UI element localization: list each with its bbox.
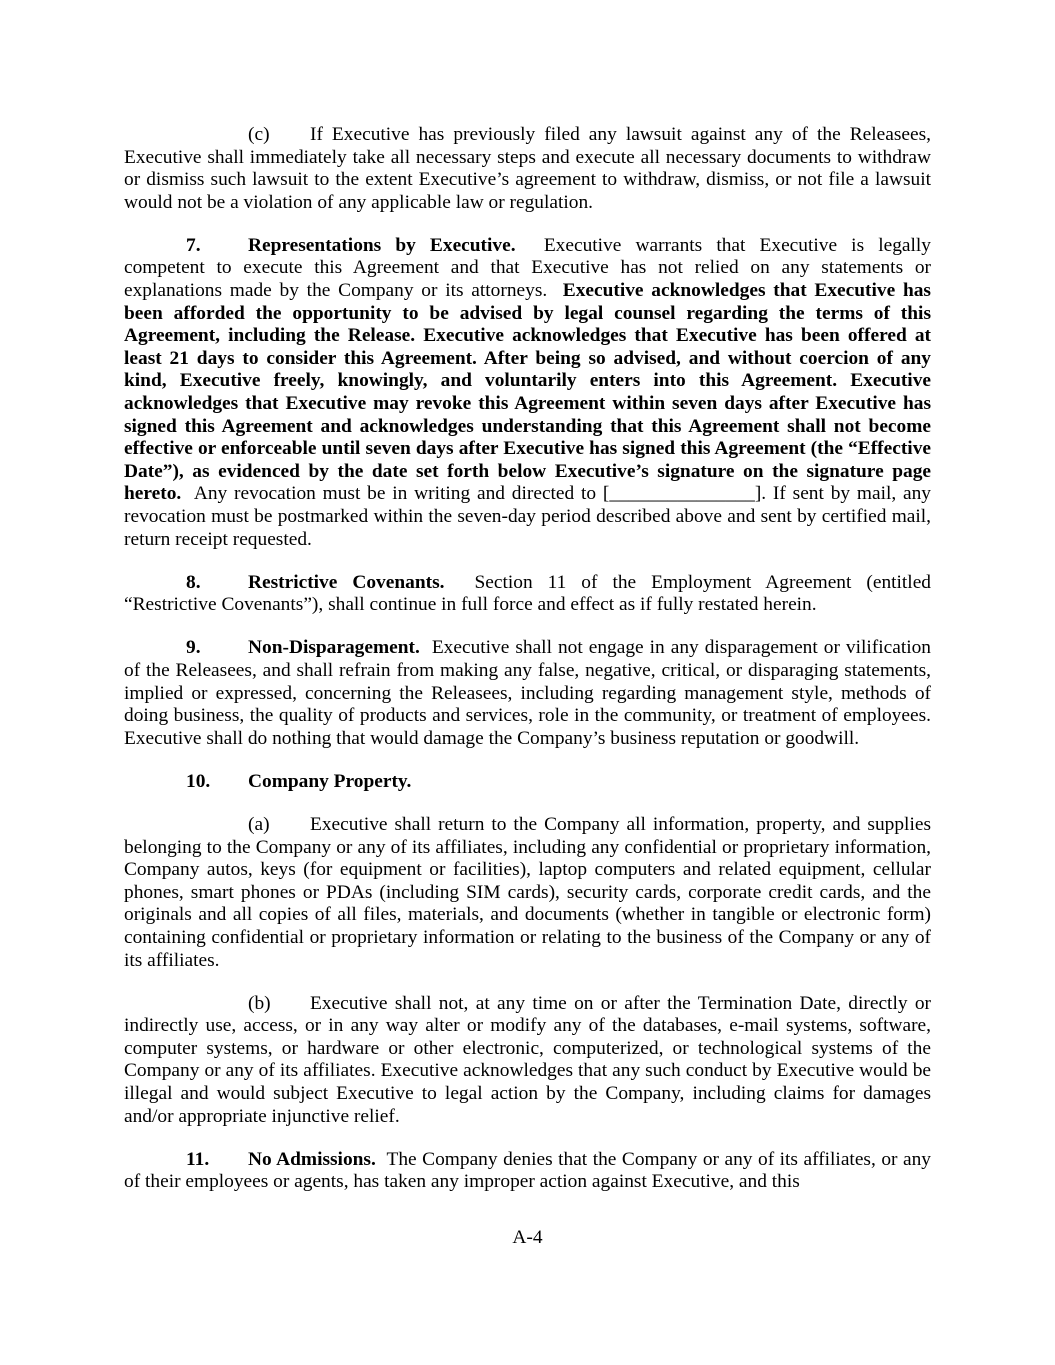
paragraph-text: Executive shall not, at any time on or after the Termination Date, directly or indirectly use, access, or in any way alter or modify any of the databases, e-mail systems, software, computer systems, or hardware or other electronic, computerized, or technological systems of the Company or any of its affiliates. Executive acknowledges that any such conduct by Executive would be illegal and would subject Executive to legal action by the Company, including claims for damages and/or appropriate injunctive relief. bbox=[124, 992, 931, 1127]
section-text: Section 11 of the Employment Agreement (entitled “Restrictive Covenants”), shall continue in full force and effect as if fully restated herein. bbox=[124, 571, 931, 616]
section-text-continued: Any revocation must be in writing and directed to [_______________]. If sent by mail, any revocation must be postmarked within the seven-day period described above and sent by certified mail, return receipt requested. bbox=[124, 483, 932, 550]
section-text: The Company denies that the Company or any of its affiliates, or any of their employees or agents, has taken any improper action against Executive, and this bbox=[124, 1148, 931, 1193]
paragraph-text: Executive shall return to the Company all information, property, and supplies belonging to the Company or any of its affiliates, including any confidential or proprietary information, Company autos, keys (for equipment or facilities), laptop computers and related equipment, cellular phones, smart phones or PDAs (including SIM cards), security cards, corporate credit cards, and the originals and all copies of all files, materials, and documents (whether in tangible or electronic form) containing confidential or proprietary information or relating to the business of the Company or any of its affiliates. bbox=[124, 813, 931, 971]
paragraph-6c bbox=[124, 124, 931, 214]
section-number: 11. bbox=[186, 1148, 210, 1170]
section-10 bbox=[124, 771, 931, 794]
page-number: A-4 bbox=[512, 1227, 543, 1248]
section-heading: No Admissions. bbox=[248, 1148, 376, 1170]
section-number: 8. bbox=[186, 571, 201, 593]
section-heading: Restrictive Covenants. bbox=[248, 571, 445, 593]
paragraph-10b bbox=[124, 993, 931, 1129]
paragraph-label: (a) bbox=[248, 813, 270, 835]
section-9 bbox=[124, 637, 931, 750]
section-7 bbox=[124, 235, 931, 551]
section-bold-text: Executive acknowledges that Executive has been afforded the opportunity to be advised by legal counsel regarding the terms of this Agreement, including the Release. Executive acknowledges that Executive has been offered at least 21 days to consider this Agreement. After being so advised, and without coercion of any kind, Executive freely, knowingly, and voluntarily enters into this Agreement. Executive acknowledges that Executive may revoke this Agreement within seven days after Executive has signed this Agreement and acknowledges understanding that this Agreement shall not become effective or enforceable until seven days after Executive has signed this Agreement (the “Effective Date”), as evidenced by the date set forth below Executive’s signature on the signature page hereto. bbox=[124, 280, 931, 505]
section-heading: Company Property. bbox=[248, 770, 412, 792]
section-number: 9. bbox=[186, 637, 201, 659]
section-8 bbox=[124, 572, 931, 617]
section-11 bbox=[124, 1149, 931, 1194]
section-number: 7. bbox=[186, 234, 201, 256]
section-text: Executive warrants that Executive is legally competent to execute this Agreement and that Executive has not relied on any statements or explanations made by the Company or its attorneys. bbox=[124, 234, 931, 302]
section-number: 10. bbox=[186, 770, 211, 792]
document-body bbox=[124, 124, 931, 1214]
section-text: Executive shall not engage in any disparagement or vilification of the Releasees, and shall refrain from making any false, negative, critical, or disparaging statements, implied or expressed, concerning the Releasees, including regarding management style, methods of doing business, the quality of products and services, role in the community, or treatment of employees. Executive shall do nothing that would damage the Company’s business reputation or goodwill. bbox=[124, 637, 931, 749]
section-heading: Representations by Executive. bbox=[248, 234, 516, 256]
section-heading: Non-Disparagement. bbox=[248, 637, 420, 659]
paragraph-text: If Executive has previously filed any lawsuit against any of the Releasees, Executive shall immediately take all necessary steps and execute all necessary documents to withdraw or dismiss such lawsuit to the extent Executive’s agreement to withdraw, dismiss, or not file a lawsuit would not be a violation of any applicable law or regulation. bbox=[124, 124, 931, 213]
paragraph-label: (c) bbox=[248, 124, 270, 145]
paragraph-10a bbox=[124, 814, 931, 972]
paragraph-label: (b) bbox=[248, 992, 271, 1014]
